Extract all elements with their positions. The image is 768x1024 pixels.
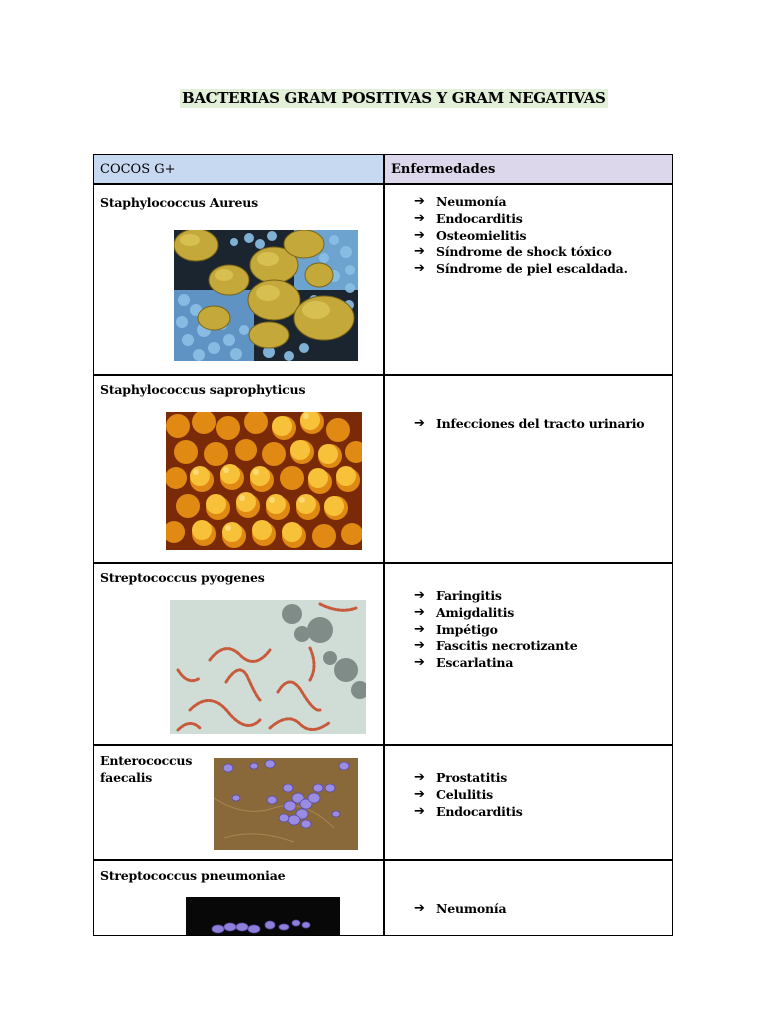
list-item: ➔ Síndrome de piel escaldada. <box>414 261 628 277</box>
arrow-icon: ➔ <box>414 416 425 431</box>
bacteria-name: faecalis <box>100 770 153 785</box>
arrow-icon: ➔ <box>414 770 425 785</box>
bacteria-name: Staphylococcus saprophyticus <box>100 382 306 397</box>
arrow-icon: ➔ <box>414 227 425 243</box>
bacteria-name: Staphylococcus Aureus <box>100 195 258 210</box>
staphylococcus-aureus-image <box>174 230 358 361</box>
list-item: ➔ Escarlatina <box>414 655 514 671</box>
bacteria-table <box>93 154 673 936</box>
list-item: ➔ Impétigo <box>414 621 498 637</box>
document-title: BACTERIAS GRAM POSITIVAS Y GRAM NEGATIVAS <box>182 89 606 107</box>
table-row <box>94 746 672 859</box>
list-item: ➔ Endocarditis <box>414 803 523 819</box>
arrow-icon: ➔ <box>414 621 425 637</box>
list-item: ➔ Prostatitis <box>414 770 508 785</box>
arrow-icon: ➔ <box>414 194 425 209</box>
arrow-icon: ➔ <box>414 588 425 603</box>
enterococcus-faecalis-image <box>214 758 358 850</box>
list-item: ➔ Osteomielitis <box>414 227 527 243</box>
arrow-icon: ➔ <box>414 803 425 819</box>
streptococcus-pyogenes-image <box>170 600 366 734</box>
arrow-icon: ➔ <box>414 655 425 671</box>
list-item: ➔ Neumonía <box>414 901 507 916</box>
list-item: ➔ Fascitis necrotizante <box>414 638 578 654</box>
list-item: ➔ Síndrome de shock tóxico <box>414 244 612 260</box>
disease-list <box>414 901 506 918</box>
table-row <box>94 564 672 744</box>
header-cocos: COCOS G+ <box>94 155 383 185</box>
arrow-icon: ➔ <box>414 901 425 916</box>
bacteria-name: Streptococcus pyogenes <box>100 570 265 585</box>
staphylococcus-saprophyticus-image <box>166 412 362 550</box>
list-item: ➔ Infecciones del tracto urinario <box>414 416 645 431</box>
disease-list <box>414 770 523 820</box>
list-item: ➔ Neumonía <box>414 194 507 209</box>
arrow-icon: ➔ <box>414 604 425 620</box>
list-item: ➔ Endocarditis <box>414 210 523 226</box>
arrow-icon: ➔ <box>414 786 425 802</box>
disease-list <box>414 194 628 278</box>
disease-list <box>414 588 578 672</box>
list-item: ➔ Celulitis <box>414 786 493 802</box>
bacteria-name: Streptococcus pneumoniae <box>100 868 286 883</box>
disease-list <box>414 416 644 433</box>
list-item: ➔ Faringitis <box>414 588 502 603</box>
arrow-icon: ➔ <box>414 244 425 260</box>
table-row <box>94 185 672 374</box>
bacteria-name: Enterococcus <box>100 753 193 768</box>
arrow-icon: ➔ <box>414 638 425 654</box>
streptococcus-pneumoniae-image <box>186 897 340 935</box>
list-item: ➔ Amigdalitis <box>414 604 515 620</box>
arrow-icon: ➔ <box>414 210 425 226</box>
table-row <box>94 861 672 935</box>
table-row <box>94 376 672 562</box>
arrow-icon: ➔ <box>414 261 425 277</box>
header-enfermedades: Enfermedades <box>385 155 672 185</box>
